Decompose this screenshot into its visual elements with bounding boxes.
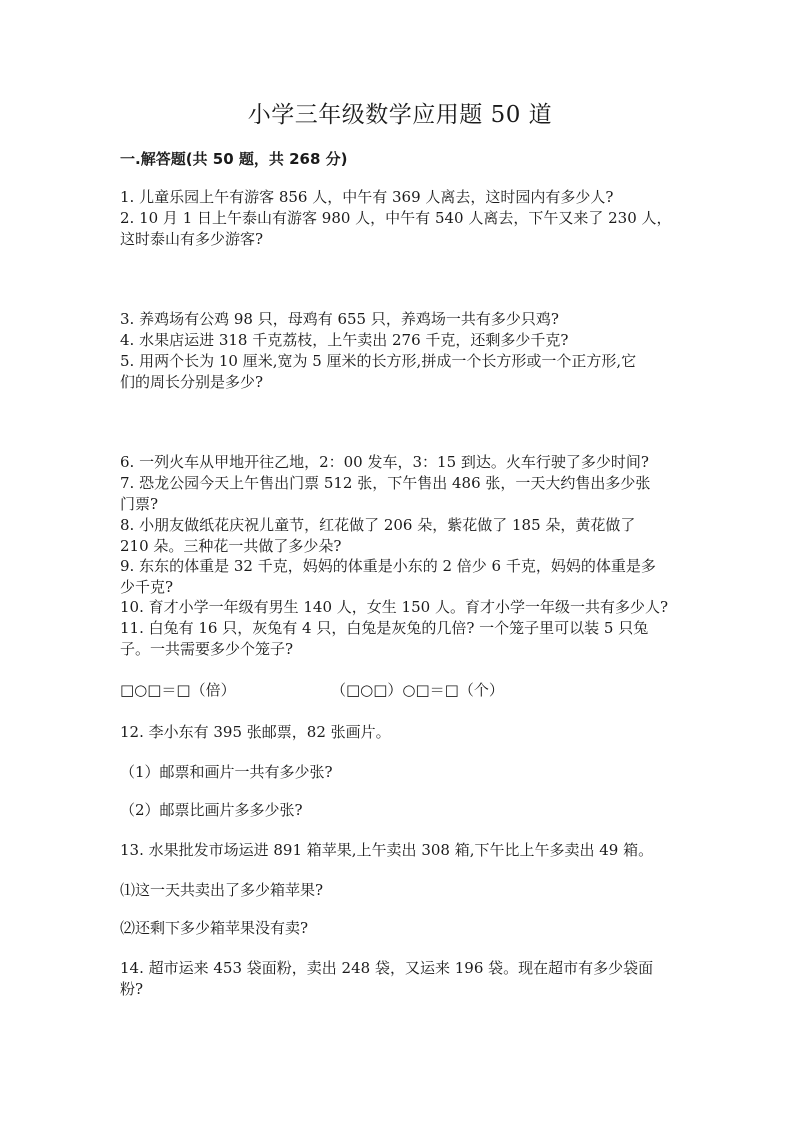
question-5: 5. 用两个长为 10 厘米,宽为 5 厘米的长方形,拼成一个长方形或一个正方形,它 们的周长分别是多少? — [120, 352, 637, 391]
section-heading: 一.解答题(共 50 题，共 268 分) — [120, 150, 348, 168]
question-13-part-1: ⑴这一天共卖出了多少箱苹果? — [120, 881, 324, 899]
question-12: 12. 李小东有 395 张邮票，82 张画片。 — [120, 723, 391, 741]
question-11: 11. 白兔有 16 只，灰兔有 4 只，白兔是灰兔的几倍? 一个笼子里可以装 5 只兔 子。一共需要多少个笼子? — [120, 619, 649, 658]
question-6: 6. 一列火车从甲地开往乙地，2：00 发车，3：15 到达。火车行驶了多少时间? — [120, 453, 649, 471]
question-12-part-1: （1）邮票和画片一共有多少张? — [120, 763, 333, 781]
page-title: 小学三年级数学应用题 50 道 — [247, 102, 553, 128]
equation-template: □○□＝□（倍） （□○□）○□＝□（个） — [120, 681, 504, 699]
question-4: 4. 水果店运进 318 千克荔枝，上午卖出 276 千克，还剩多少千克? — [120, 331, 569, 349]
question-12-part-2: （2）邮票比画片多多少张? — [120, 801, 303, 819]
question-13-part-2: ⑵还剩下多少箱苹果没有卖? — [120, 919, 309, 937]
question-14: 14. 超市运来 453 袋面粉，卖出 248 袋，又运来 196 袋。现在超市有多少袋面 粉? — [120, 959, 654, 998]
question-2: 2. 10 月 1 日上午泰山有游客 980 人，中午有 540 人离去，下午又来了 230 人， 这时泰山有多少游客? — [120, 209, 672, 248]
question-13: 13. 水果批发市场运进 891 箱苹果,上午卖出 308 箱,下午比上午多卖出 49 箱。 — [120, 841, 654, 859]
question-7: 7. 恐龙公园今天上午售出门票 512 张，下午售出 486 张，一天大约售出多少张 门票? — [120, 474, 651, 513]
question-10: 10. 育才小学一年级有男生 140 人，女生 150 人。育才小学一年级一共有多少人? — [120, 598, 669, 616]
question-9: 9. 东东的体重是 32 千克，妈妈的体重是小东的 2 倍少 6 千克，妈妈的体重是多 少千克? — [120, 557, 656, 596]
question-3: 3. 养鸡场有公鸡 98 只，母鸡有 655 只，养鸡场一共有多少只鸡? — [120, 310, 559, 328]
question-1: 1. 儿童乐园上午有游客 856 人，中午有 369 人离去，这时园内有多少人? — [120, 188, 614, 206]
question-8: 8. 小朋友做纸花庆祝儿童节，红花做了 206 朵，紫花做了 185 朵，黄花做了 210 朵。三种花一共做了多少朵? — [120, 516, 636, 555]
